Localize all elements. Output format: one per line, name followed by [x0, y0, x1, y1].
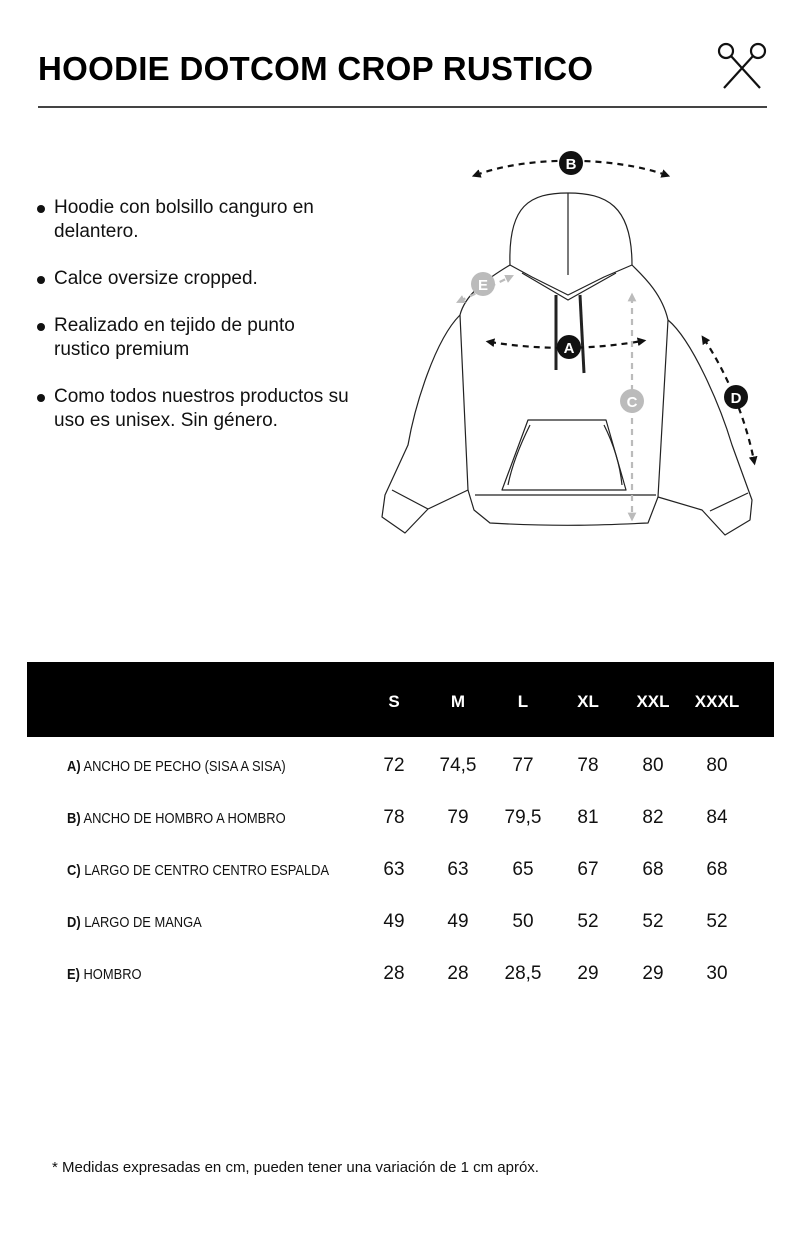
table-cell: 65	[512, 859, 534, 880]
feature-item: Calce oversize cropped.	[34, 267, 354, 291]
table-cell: 30	[706, 963, 728, 984]
size-table	[27, 662, 774, 1005]
table-cell: 49	[383, 911, 405, 932]
table-cell: 63	[383, 859, 405, 880]
scissors-icon	[716, 42, 768, 90]
table-cell: 68	[706, 859, 728, 880]
table-row	[27, 849, 774, 901]
table-cell: 74,5	[439, 755, 477, 776]
marker-b-label: B	[565, 156, 577, 173]
feature-item: Hoodie con bolsillo canguro en delantero.	[34, 196, 354, 244]
size-table-header	[27, 662, 774, 737]
table-row	[27, 901, 774, 953]
table-cell: 79	[447, 807, 469, 828]
table-cell: 29	[642, 963, 664, 984]
table-cell: 52	[642, 911, 664, 932]
table-cell: 78	[383, 807, 405, 828]
table-cell: 79,5	[504, 807, 542, 828]
table-row	[27, 745, 774, 797]
marker-a	[557, 335, 581, 359]
table-row	[27, 953, 774, 1005]
table-cell: 78	[577, 755, 599, 776]
feature-list	[34, 196, 354, 456]
marker-e	[471, 272, 495, 296]
marker-e-label: E	[477, 277, 489, 294]
size-header: S	[388, 692, 400, 711]
table-cell: 52	[706, 911, 728, 932]
table-cell: 80	[706, 755, 728, 776]
table-cell: 67	[577, 859, 599, 880]
marker-c	[620, 389, 644, 413]
hoodie-outline	[382, 193, 752, 535]
row-label: C) LARGO DE CENTRO CENTRO ESPALDA	[67, 862, 330, 879]
table-cell: 82	[642, 807, 664, 828]
marker-b	[559, 151, 583, 175]
row-label: E) HOMBRO	[67, 966, 142, 983]
table-cell: 28	[447, 963, 469, 984]
size-header: XXXL	[694, 692, 740, 711]
table-cell: 72	[383, 755, 405, 776]
marker-d-label: D	[730, 390, 742, 407]
footnote: * Medidas expresadas en cm, pueden tener una variación de 1 cm apróx.	[52, 1159, 539, 1176]
table-cell: 52	[577, 911, 599, 932]
table-cell: 29	[577, 963, 599, 984]
row-label: A) ANCHO DE PECHO (SISA A SISA)	[67, 758, 286, 775]
feature-item: Como todos nuestros productos su uso es unisex. Sin género.	[34, 385, 354, 433]
size-header: XL	[577, 692, 599, 711]
table-cell: 81	[577, 807, 599, 828]
size-header: XXL	[636, 692, 670, 711]
marker-a-label: A	[563, 340, 575, 357]
size-header: M	[450, 692, 466, 711]
marker-d	[724, 385, 748, 409]
hoodie-measurement-diagram	[380, 145, 780, 545]
table-cell: 28,5	[504, 963, 542, 984]
row-label: B) ANCHO DE HOMBRO A HOMBRO	[67, 810, 286, 827]
table-row	[27, 797, 774, 849]
table-cell: 77	[512, 755, 534, 776]
table-cell: 49	[447, 911, 469, 932]
row-label: D) LARGO DE MANGA	[67, 914, 202, 931]
table-cell: 80	[642, 755, 664, 776]
table-cell: 68	[642, 859, 664, 880]
page-title: HOODIE DOTCOM CROP RUSTICO	[38, 50, 594, 87]
marker-c-label: C	[626, 394, 638, 411]
feature-item: Realizado en tejido de punto rustico premium	[34, 314, 354, 362]
table-cell: 50	[512, 911, 534, 932]
table-cell: 63	[447, 859, 469, 880]
table-cell: 84	[706, 807, 728, 828]
header-divider	[38, 106, 767, 108]
table-cell: 28	[383, 963, 405, 984]
size-header: L	[517, 692, 529, 711]
